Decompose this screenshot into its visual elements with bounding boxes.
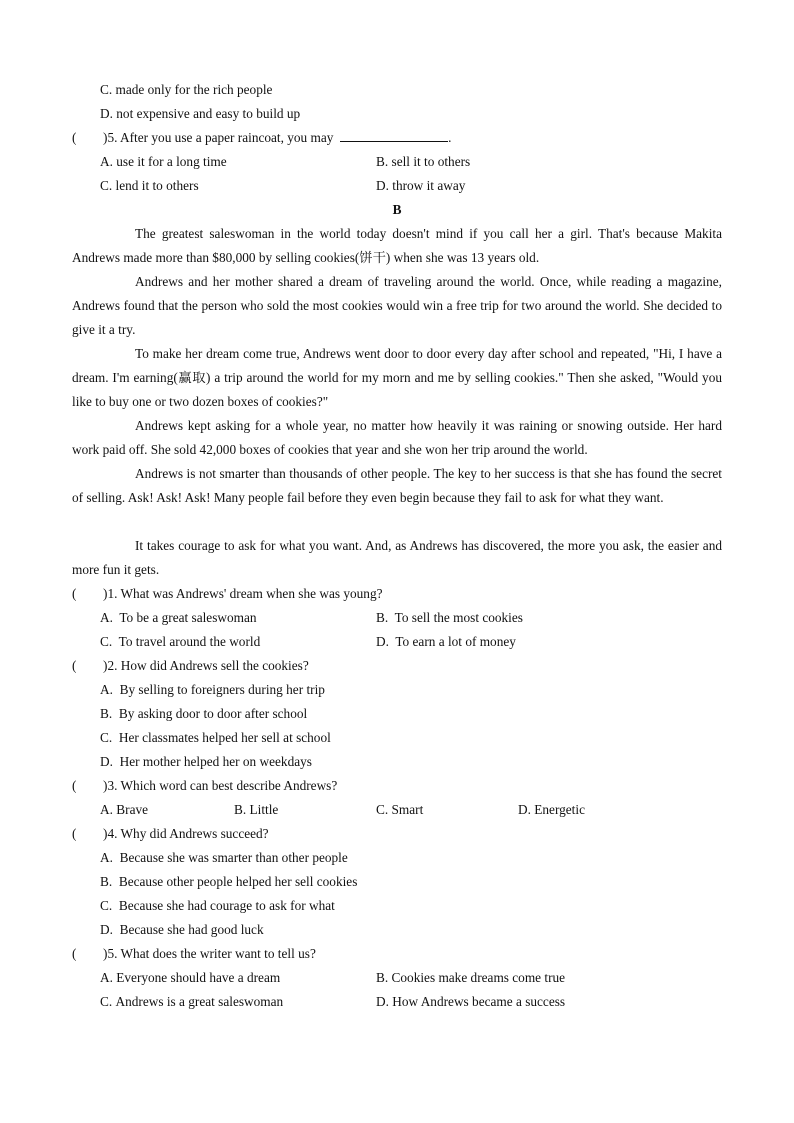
option-a: A. use it for a long time <box>100 154 227 169</box>
option-b: B. sell it to others <box>376 154 471 169</box>
option-a: A. Everyone should have a dream <box>100 970 281 985</box>
option-d: D. To earn a lot of money <box>376 634 516 649</box>
passage-paragraph: Andrews kept asking for a whole year, no matter how heavily it was raining or snowing outside. Her hard work paid off. She sold 42,000 boxes of cookies that year and she won her trip around the world. <box>72 418 722 457</box>
option-d: D. Her mother helped her on weekdays <box>100 754 312 769</box>
option-line: C. made only for the rich people <box>100 82 273 97</box>
option-b: B. By asking door to door after school <box>100 706 308 721</box>
fill-in-blank[interactable] <box>340 129 448 142</box>
option-b: B. Little <box>234 802 279 817</box>
answer-paren: ( ) <box>72 130 108 145</box>
option-c: C. Because she had courage to ask for what <box>100 898 335 913</box>
answer-paren[interactable]: ( ) <box>72 658 108 673</box>
question-stem: ( )1. What was Andrews' dream when she was young? <box>72 586 383 601</box>
answer-paren[interactable]: ( ) <box>72 586 108 601</box>
question-stem: ( )2. How did Andrews sell the cookies? <box>72 658 309 673</box>
option-c: C. Smart <box>376 802 424 817</box>
section-heading: B <box>392 202 402 217</box>
answer-paren[interactable]: ( ) <box>72 826 108 841</box>
option-a: A. To be a great saleswoman <box>100 610 257 625</box>
option-b: B. Cookies make dreams come true <box>376 970 566 985</box>
option-line: D. not expensive and easy to build up <box>100 106 301 121</box>
question-stem: ( )3. Which word can best describe Andrews? <box>72 778 338 793</box>
option-b: B. To sell the most cookies <box>376 610 523 625</box>
option-d: D. Because she had good luck <box>100 922 264 937</box>
passage-paragraph: The greatest saleswoman in the world today doesn't mind if you call her a girl. That's because Makita Andrews made more than $80,000 by selling cookies(饼干) when she was 13 years old. <box>72 226 722 265</box>
answer-paren[interactable]: ( ) <box>72 778 108 793</box>
question-stem: ( )5. After you use a paper raincoat, you may . <box>72 130 452 145</box>
option-c: C. Andrews is a great saleswoman <box>100 994 284 1009</box>
option-c: C. Her classmates helped her sell at school <box>100 730 331 745</box>
option-a: A. By selling to foreigners during her trip <box>100 682 325 697</box>
option-d: D. throw it away <box>376 178 466 193</box>
passage-paragraph: To make her dream come true, Andrews went door to door every day after school and repeated, "Hi, I have a dream. I'm earning(赢取) a trip around the world for my morn and me by selling cookies." Then she asked, "Would you like to buy one or two dozen boxes of cookies?" <box>72 346 722 409</box>
question-stem: ( )4. Why did Andrews succeed? <box>72 826 269 841</box>
option-c: C. To travel around the world <box>100 634 261 649</box>
option-a: A. Because she was smarter than other people <box>100 850 348 865</box>
option-b: B. Because other people helped her sell cookies <box>100 874 358 889</box>
passage-paragraph: Andrews and her mother shared a dream of traveling around the world. Once, while reading a magazine, Andrews found that the person who sold the most cookies would win a free trip for two around the world. She decided to give it a try. <box>72 274 722 337</box>
option-a: A. Brave <box>100 802 149 817</box>
passage-paragraph: Andrews is not smarter than thousands of other people. The key to her success is that she has found the secret of selling. Ask! Ask! Ask! Many people fail before they even begin because they fail to ask for what they want. <box>72 466 722 505</box>
passage-paragraph: It takes courage to ask for what you want. And, as Andrews has discovered, the more you ask, the easier and more fun it gets. <box>72 538 722 577</box>
answer-paren[interactable]: ( ) <box>72 946 108 961</box>
option-d: D. Energetic <box>518 802 585 817</box>
option-c: C. lend it to others <box>100 178 199 193</box>
option-d: D. How Andrews became a success <box>376 994 566 1009</box>
question-stem: ( )5. What does the writer want to tell us? <box>72 946 316 961</box>
